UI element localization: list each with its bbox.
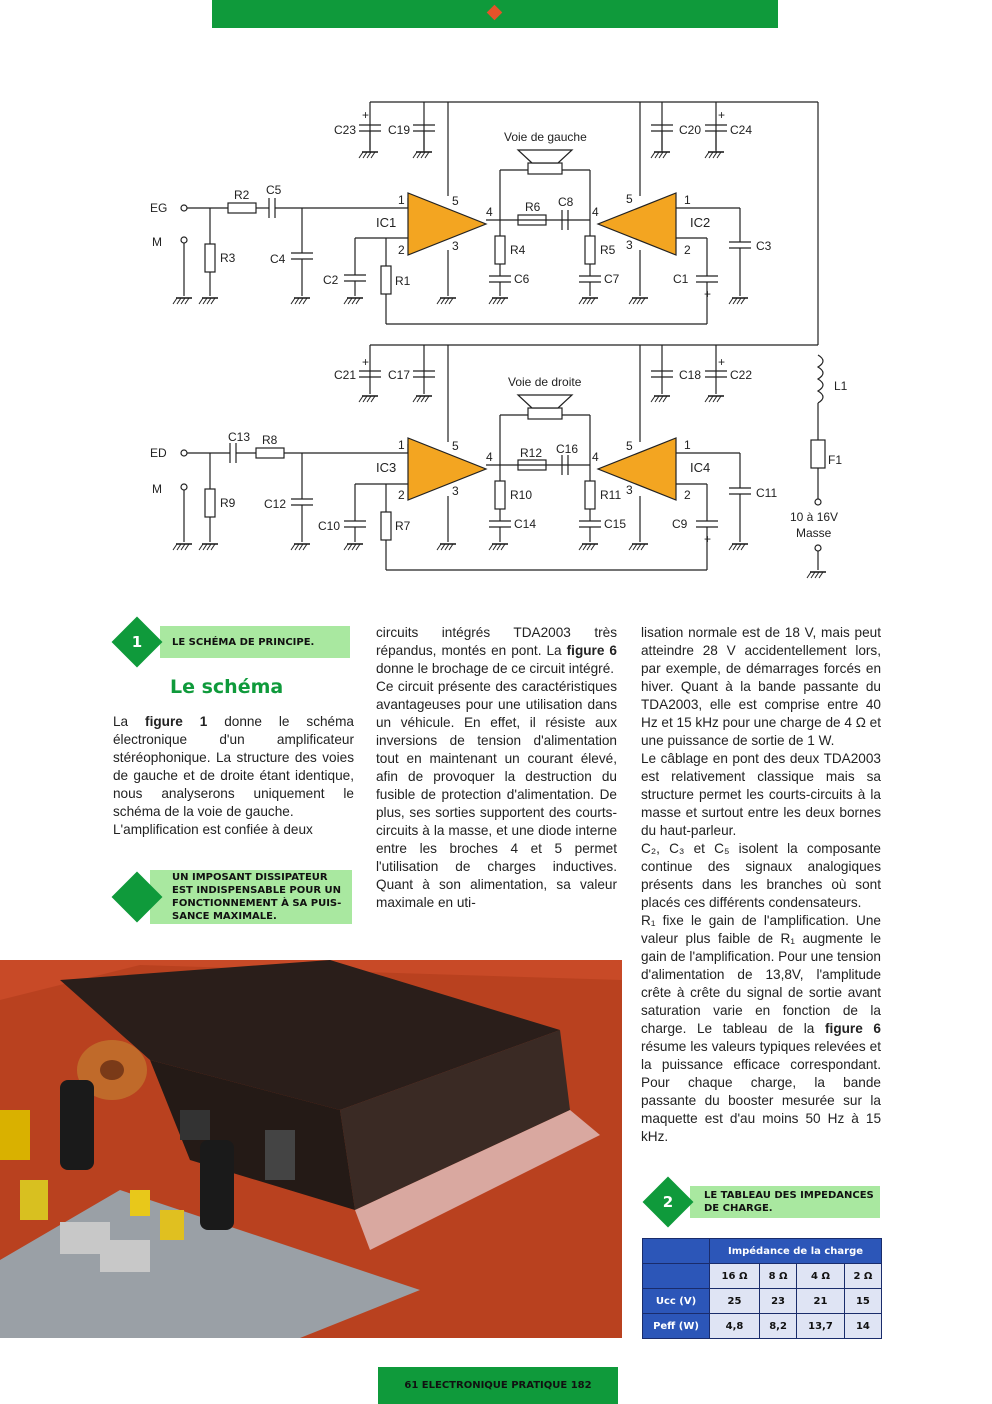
table-cell: 15 — [844, 1289, 881, 1314]
label-r1: R1 — [395, 274, 411, 288]
plus-label: + — [704, 532, 712, 546]
col2-paragraph: Ce circuit présente des caractéristiques avantageuses pour une utilisation dans un véhicule. En effet, il résiste aux inversions de tension d'alimentation tout en maintenant un courant élevé, afin de provoquer la destruction du fusible de protection d'alimentation. De plus, ses sorties supportent des courts-circuits à la masse, et une diode interne entre les broches 4 et 5 permet l'utilisation de charges inductives. Quant à son alimentation, sa valeur maximale en uti- — [376, 679, 617, 910]
label-r5: R5 — [600, 243, 616, 257]
caption-photo-line: SANCE MAXIMALE. — [172, 911, 277, 922]
table-cell: 2 Ω — [844, 1264, 881, 1289]
col1-text: donne le schéma électronique d'un amplificateur stéréophonique. La structure des voies de gauche et de droite étant identique, nous analyserons uniquement le schéma de la voie de gauche. — [113, 714, 354, 819]
pin-label: 5 — [452, 439, 459, 453]
pin-label: 1 — [684, 193, 691, 207]
label-c9: C9 — [672, 517, 688, 531]
caption-2-line: DE CHARGE. — [704, 1203, 773, 1214]
label-c22: C22 — [730, 368, 753, 382]
table-cell: 8,2 — [760, 1314, 797, 1339]
label-c18: C18 — [679, 368, 702, 382]
pin-label: 1 — [398, 193, 405, 207]
heatsink-photo — [0, 960, 622, 1338]
pin-label: 5 — [626, 439, 633, 453]
page-footer: 61 ELECTRONIQUE PRATIQUE 182 — [378, 1367, 618, 1404]
pin-label: 3 — [626, 238, 633, 252]
table-corner — [643, 1264, 710, 1289]
caption-photo-line: EST INDISPENSABLE POUR UN — [172, 885, 342, 896]
table-corner — [643, 1239, 710, 1264]
plus-label: + — [704, 287, 712, 301]
col3-paragraph: lisation normale est de 18 V, mais peut atteindre 28 V accidentellement lors, par exemple, de démarrages forcés en hiver. Quant à la bande passante du TDA2003, elle est comprise entre 40 Hz et 15 kHz pour une charge de 4 Ω et une puissance de sortie de 1 W. — [641, 625, 881, 748]
col2-text: circuits intégrés TDA2003 très répandus, montés en pont. La — [376, 625, 617, 658]
label-m-bottom: M — [152, 482, 162, 496]
label-r12: R12 — [520, 446, 543, 460]
col1-paragraph: L'amplification est confiée à deux — [113, 822, 313, 837]
pin-label: 2 — [684, 488, 691, 502]
table-cell: 13,7 — [797, 1314, 845, 1339]
label-r6: R6 — [525, 200, 541, 214]
col1-text: La — [113, 714, 146, 729]
label-r4: R4 — [510, 243, 526, 257]
label-c11: C11 — [756, 486, 778, 500]
col3-paragraph: Le câblage en pont des deux TDA2003 est relativement classique mais sa structure permet les courts-circuits à la masse et surtout entre les deux bornes du haut-parleur. — [641, 751, 881, 838]
column-3 — [641, 624, 881, 1146]
label-c5: C5 — [266, 183, 282, 197]
label-supply: 10 à 16V — [790, 510, 839, 524]
table-row-label: Ucc (V) — [643, 1289, 710, 1314]
column-2 — [376, 624, 617, 912]
label-c7: C7 — [604, 272, 620, 286]
table-cell: 25 — [710, 1289, 760, 1314]
pin-label: 2 — [684, 243, 691, 257]
caption-2-line: LE TABLEAU DES IMPEDANCES — [704, 1190, 874, 1201]
label-r3: R3 — [220, 251, 236, 265]
plus-label: + — [718, 108, 726, 122]
pin-label: 3 — [452, 239, 459, 253]
table-cell: 21 — [797, 1289, 845, 1314]
table-cell: 23 — [760, 1289, 797, 1314]
table-header: Impédance de la charge — [710, 1239, 882, 1264]
table-cell: 14 — [844, 1314, 881, 1339]
table-cell: 8 Ω — [760, 1264, 797, 1289]
label-r2: R2 — [234, 188, 250, 202]
label-ed: ED — [150, 446, 167, 460]
caption-1-number: 1 — [131, 633, 143, 651]
pin-label: 4 — [592, 450, 599, 464]
caption-photo — [150, 870, 352, 924]
label-c17: C17 — [388, 368, 411, 382]
impedance-table — [642, 1238, 882, 1339]
caption-1-text: LE SCHÉMA DE PRINCIPE. — [172, 636, 315, 648]
label-ic3: IC3 — [376, 460, 397, 475]
caption-figure-2 — [690, 1186, 880, 1218]
figure-ref: figure 6 — [566, 643, 617, 658]
pin-label: 4 — [592, 205, 599, 219]
pin-label: 3 — [452, 484, 459, 498]
pin-label: 2 — [398, 243, 405, 257]
label-c4: C4 — [270, 252, 286, 266]
label-r11: R11 — [600, 488, 622, 502]
label-c13: C13 — [228, 430, 251, 444]
caption-photo-line: UN IMPOSANT DISSIPATEUR — [172, 872, 328, 883]
label-c1: C1 — [673, 272, 689, 286]
label-c10: C10 — [318, 519, 341, 533]
plus-label: + — [718, 355, 726, 369]
label-c12: C12 — [264, 497, 287, 511]
label-eg: EG — [150, 201, 168, 215]
label-r7: R7 — [395, 519, 411, 533]
col3-text: résume les valeurs typiques relevées et la puissance efficace correspondant. Pour chaque charge, la bande passante du booster mesurée sur la maquette est d'au moins 50 Hz à 15 kHz. — [641, 1039, 881, 1144]
label-r9: R9 — [220, 496, 236, 510]
table-cell: 16 Ω — [710, 1264, 760, 1289]
pin-label: 1 — [684, 438, 691, 452]
caption-2-number: 2 — [662, 1193, 674, 1211]
label-c24: C24 — [730, 123, 753, 137]
label-c2: C2 — [323, 273, 339, 287]
col3-paragraph: C₂, C₃ et C₅ isolent la composante continue des signaux analogiques présents dans les branches où sont placés ces différents condensateurs. — [641, 841, 881, 910]
label-ic4: IC4 — [690, 460, 711, 475]
label-voie-gauche: Voie de gauche — [504, 130, 587, 144]
pin-label: 5 — [626, 192, 633, 206]
pin-label: 4 — [486, 450, 493, 464]
label-c15: C15 — [604, 517, 627, 531]
pin-label: 5 — [452, 194, 459, 208]
label-voie-droite: Voie de droite — [508, 375, 582, 389]
plus-label: + — [362, 355, 370, 369]
pin-label: 4 — [486, 205, 493, 219]
label-c16: C16 — [556, 442, 579, 456]
label-c6: C6 — [514, 272, 530, 286]
caption-photo-line: FONCTIONNEMENT À SA PUIS- — [172, 898, 342, 909]
table-row — [643, 1314, 882, 1339]
label-c23: C23 — [334, 123, 357, 137]
label-l1: L1 — [834, 379, 848, 393]
figure-ref: figure 6 — [825, 1021, 881, 1036]
label-ic1: IC1 — [376, 215, 397, 230]
label-c19: C19 — [388, 123, 411, 137]
label-masse: Masse — [796, 526, 832, 540]
pin-label: 3 — [626, 483, 633, 497]
label-c21: C21 — [334, 368, 357, 382]
table-row-label: Peff (W) — [643, 1314, 710, 1339]
label-ic2: IC2 — [690, 215, 711, 230]
label-f1: F1 — [828, 453, 843, 467]
table-cell: 4 Ω — [797, 1264, 845, 1289]
label-c3: C3 — [756, 239, 772, 253]
label-r8: R8 — [262, 433, 278, 447]
label-m-top: M — [152, 235, 162, 249]
col2-text: donne le brochage de ce circuit intégré. — [376, 661, 615, 676]
pin-label: 2 — [398, 488, 405, 502]
table-cell: 4,8 — [710, 1314, 760, 1339]
caption-figure-1 — [160, 626, 350, 658]
plus-label: + — [362, 108, 370, 122]
table-row — [643, 1289, 882, 1314]
label-c20: C20 — [679, 123, 702, 137]
section-title: Le schéma — [170, 676, 284, 698]
figure-ref: figure 1 — [145, 714, 208, 729]
schematic-figure — [0, 0, 992, 600]
pin-label: 1 — [398, 438, 405, 452]
col3-text: R₁ fixe le gain de l'amplification. Une valeur plus faible de R₁ augmente le gain de l'amplification. Pour une tension d'alimentation de 13,8V, l'amplitude crête à crête du signal de sortie avant saturation varie en fonction de la charge. Le tableau de la — [641, 913, 881, 1036]
label-c8: C8 — [558, 195, 574, 209]
label-c14: C14 — [514, 517, 537, 531]
column-1 — [113, 713, 354, 839]
label-r10: R10 — [510, 488, 533, 502]
